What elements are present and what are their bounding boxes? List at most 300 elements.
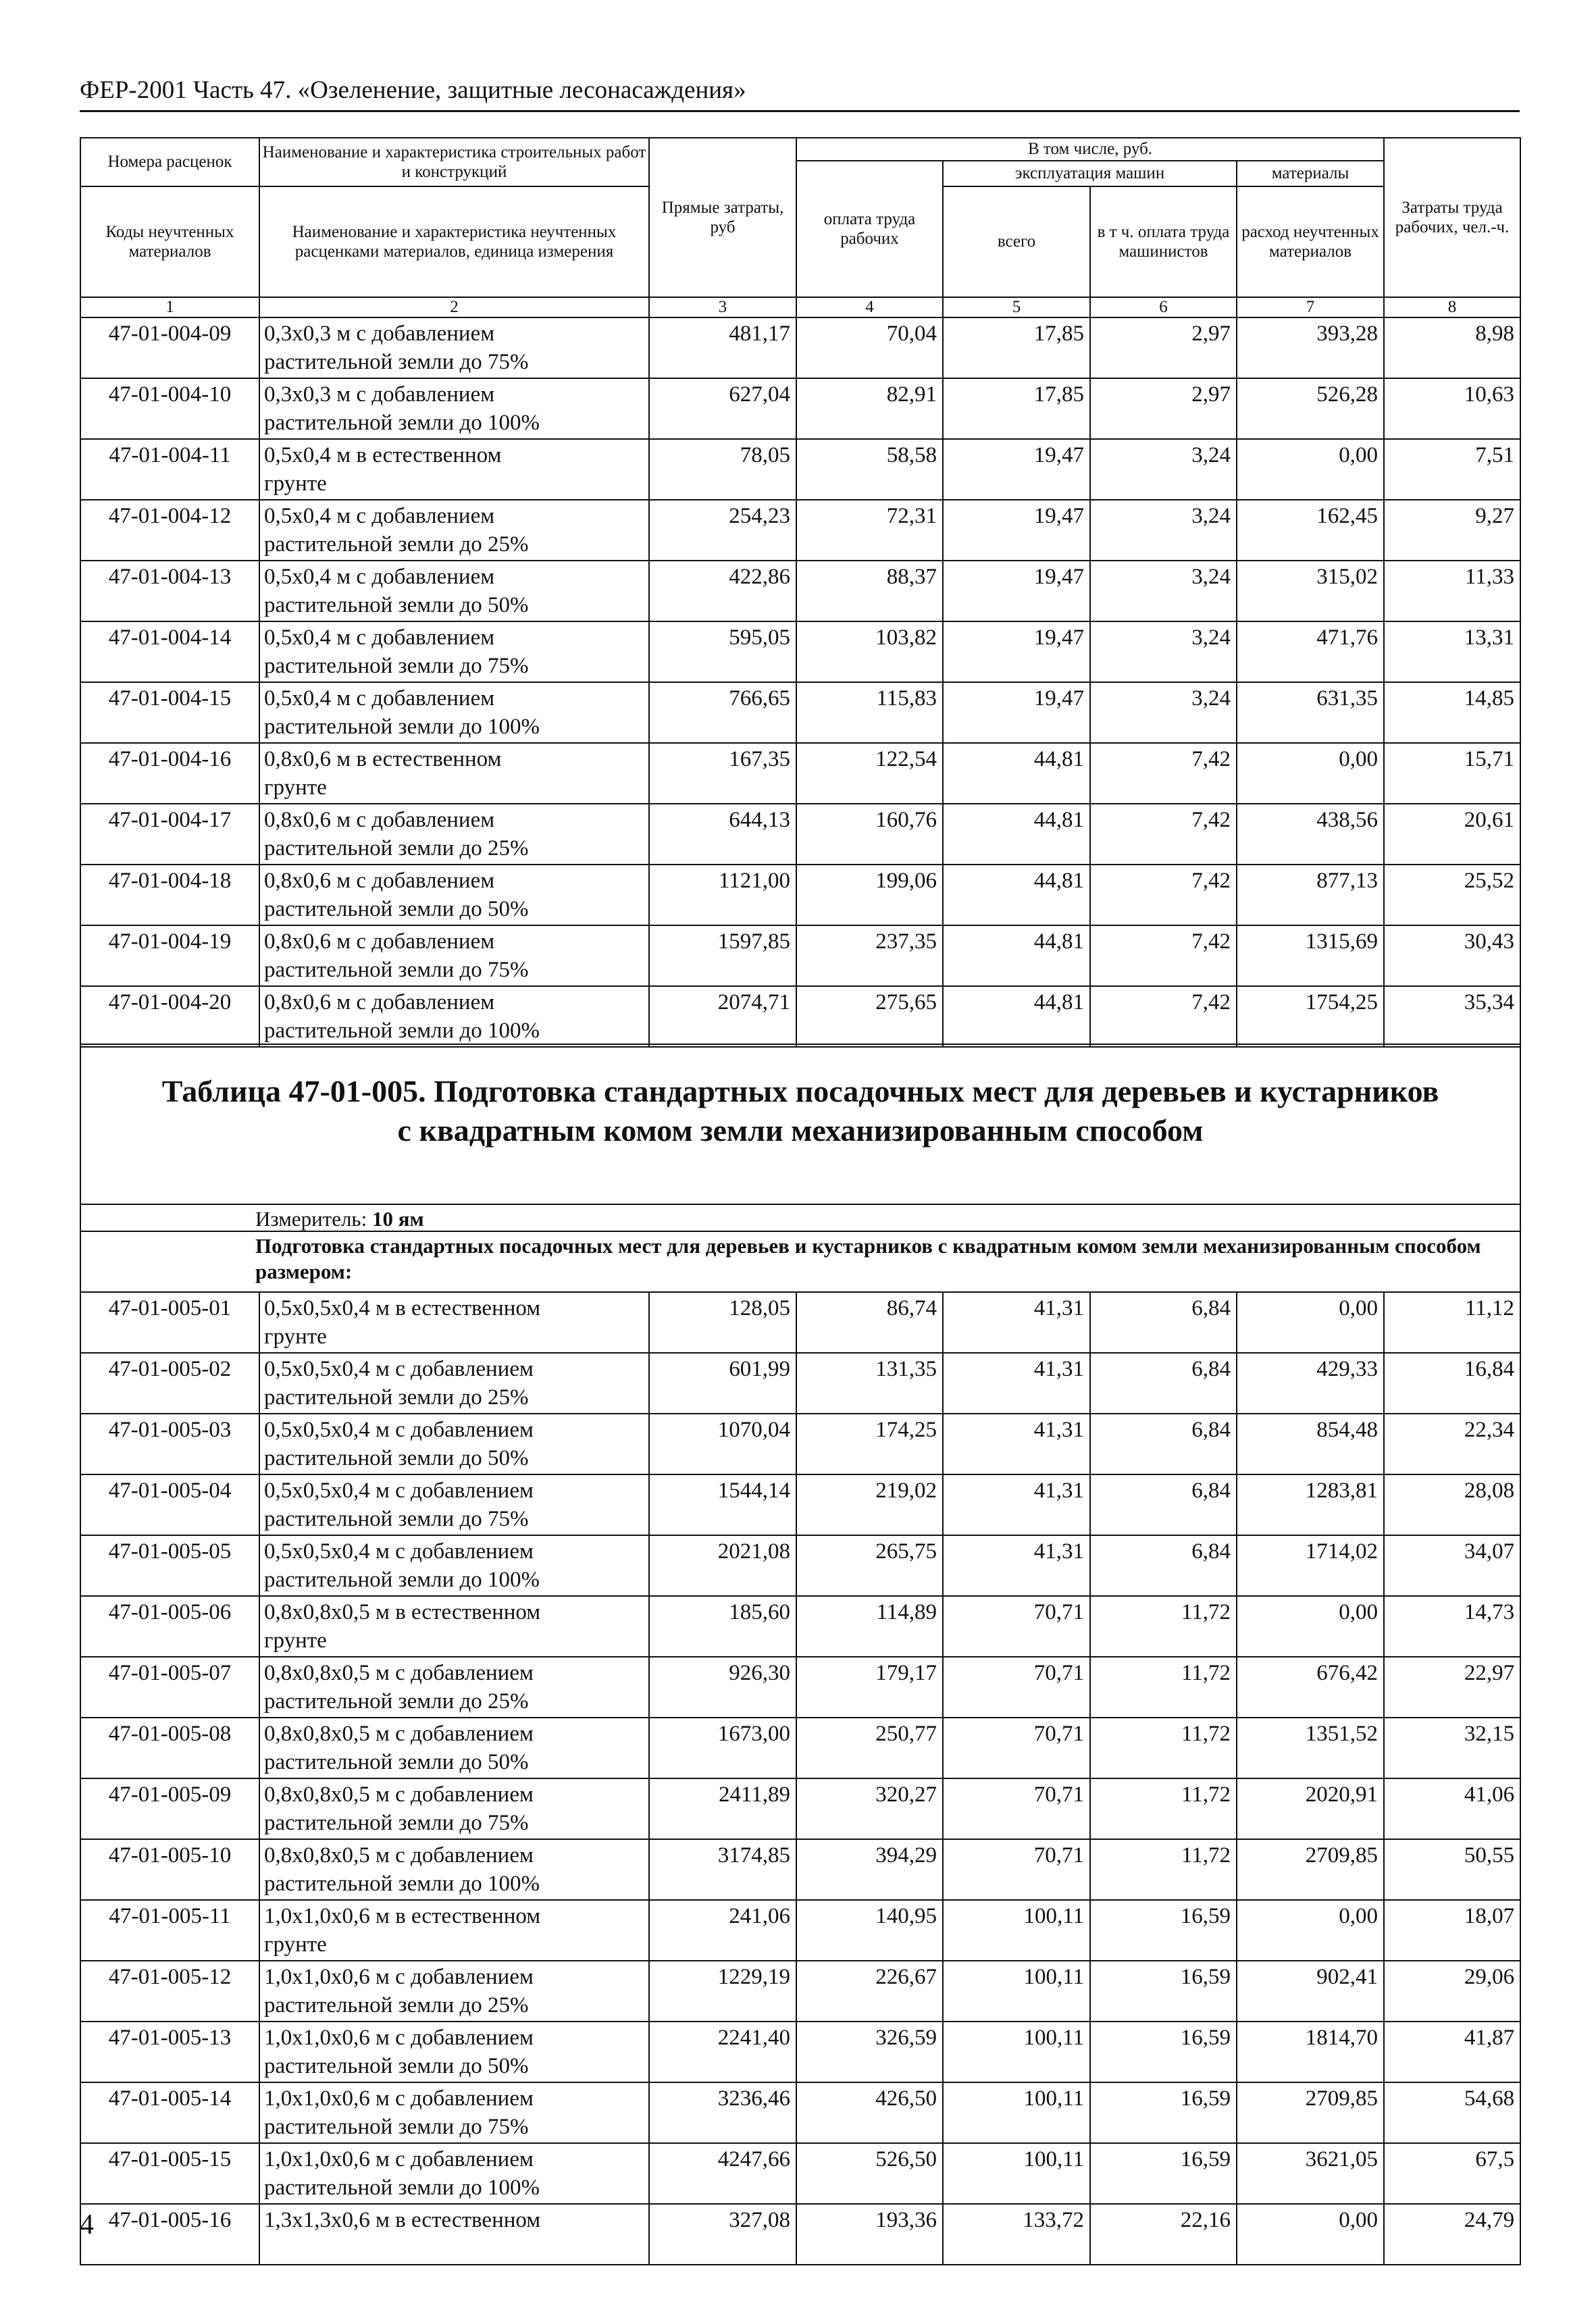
worker-pay-value: 115,83 <box>796 682 943 743</box>
labor-costs-value: 41,87 <box>1384 2022 1520 2082</box>
worker-pay-value: 526,50 <box>796 2143 943 2204</box>
work-description-line-1: 0,3x0,3 м с добавлением <box>264 322 495 346</box>
rate-code: 47-01-005-06 <box>80 1596 259 1657</box>
work-description-line-1: 0,8x0,8x0,5 м с добавлением <box>264 1722 534 1746</box>
direct-costs-value: 167,35 <box>649 743 796 804</box>
worker-pay-value: 237,35 <box>796 925 943 986</box>
rate-code: 47-01-004-18 <box>80 865 259 925</box>
work-description-line-1: 0,5x0,4 м с добавлением <box>264 686 495 711</box>
header-machine-operation: эксплуатация машин <box>943 161 1237 186</box>
material-use-value: 0,00 <box>1237 439 1384 500</box>
work-description-line-2: растительной земли до 100% <box>264 1872 540 1896</box>
rate-code: 47-01-005-11 <box>80 1900 259 1961</box>
header-material-name: Наименование и характеристика неучтенных расценками материалов, единица измерения <box>259 186 649 297</box>
work-description-line-2: растительной земли до 100% <box>264 1568 540 1592</box>
header-rule <box>80 110 1520 112</box>
material-use-value: 854,48 <box>1237 1414 1384 1474</box>
labor-costs-value: 28,08 <box>1384 1474 1520 1535</box>
work-description-line-1: 0,8x0,8x0,5 м с добавлением <box>264 1843 534 1868</box>
machines-total-value: 19,47 <box>943 500 1090 561</box>
worker-pay-value: 179,17 <box>796 1657 943 1718</box>
header-rate-numbers: Номера расценок <box>80 138 259 186</box>
operator-pay-value: 11,72 <box>1090 1839 1237 1900</box>
table-title-line-2: с квадратным комом земли механизированным способом <box>397 1113 1204 1148</box>
work-description <box>259 804 649 865</box>
rate-code: 47-01-004-15 <box>80 682 259 743</box>
labor-costs-value: 16,84 <box>1384 1353 1520 1414</box>
labor-costs-value: 29,06 <box>1384 1961 1520 2022</box>
table-row <box>80 1657 1520 1718</box>
work-description-line-1: 0,8x0,8x0,5 м с добавлением <box>264 1782 534 1807</box>
operator-pay-value: 6,84 <box>1090 1292 1237 1353</box>
machines-total-value: 44,81 <box>943 986 1090 1047</box>
direct-costs-value: 926,30 <box>649 1657 796 1718</box>
machines-total-value: 44,81 <box>943 743 1090 804</box>
work-description-line-1: 0,5x0,4 м с добавлением <box>264 504 495 528</box>
work-description <box>259 378 649 439</box>
material-use-value: 0,00 <box>1237 743 1384 804</box>
machines-total-value: 70,71 <box>943 1657 1090 1718</box>
operator-pay-value: 6,84 <box>1090 1535 1237 1596</box>
material-use-value: 3621,05 <box>1237 2143 1384 2204</box>
work-description-line-1: 1,3x1,3x0,6 м в естественном <box>264 2208 541 2232</box>
material-use-value: 526,28 <box>1237 378 1384 439</box>
operator-pay-value: 3,24 <box>1090 439 1237 500</box>
work-description <box>259 1353 649 1414</box>
direct-costs-value: 2241,40 <box>649 2022 796 2082</box>
work-description <box>259 1474 649 1535</box>
operator-pay-value: 16,59 <box>1090 1961 1237 2022</box>
price-table-004 <box>80 137 1521 1048</box>
material-use-value: 902,41 <box>1237 1961 1384 2022</box>
work-description <box>259 1292 649 1353</box>
table-row <box>80 1839 1520 1900</box>
work-description <box>259 2143 649 2204</box>
work-description-line-2: грунте <box>264 1325 327 1349</box>
machines-total-value: 41,31 <box>943 1414 1090 1474</box>
work-description-line-2: растительной земли до 100% <box>264 411 540 435</box>
column-number: 2 <box>259 297 649 317</box>
machines-total-value: 41,31 <box>943 1535 1090 1596</box>
work-description-line-1: 0,5x0,4 м с добавлением <box>264 625 495 650</box>
worker-pay-value: 88,37 <box>796 561 943 621</box>
column-number: 5 <box>943 297 1090 317</box>
direct-costs-value: 2021,08 <box>649 1535 796 1596</box>
work-description-line-1: 0,5x0,5x0,4 м с добавлением <box>264 1357 534 1381</box>
worker-pay-value: 82,91 <box>796 378 943 439</box>
table-title-line-1: Таблица 47-01-005. Подготовка стандартных посадочных мест для деревьев и кустарников <box>161 1074 1439 1108</box>
rate-code: 47-01-005-08 <box>80 1718 259 1778</box>
direct-costs-value: 128,05 <box>649 1292 796 1353</box>
work-description <box>259 561 649 621</box>
labor-costs-value: 67,5 <box>1384 2143 1520 2204</box>
direct-costs-value: 185,60 <box>649 1596 796 1657</box>
material-use-value: 315,02 <box>1237 561 1384 621</box>
table-row <box>80 1596 1520 1657</box>
operator-pay-value: 11,72 <box>1090 1778 1237 1839</box>
machines-total-value: 100,11 <box>943 2143 1090 2204</box>
worker-pay-value: 320,27 <box>796 1778 943 1839</box>
direct-costs-value: 1229,19 <box>649 1961 796 2022</box>
labor-costs-value: 34,07 <box>1384 1535 1520 1596</box>
operator-pay-value: 16,59 <box>1090 2082 1237 2143</box>
worker-pay-value: 103,82 <box>796 621 943 682</box>
direct-costs-value: 327,08 <box>649 2204 796 2265</box>
labor-costs-value: 8,98 <box>1384 317 1520 378</box>
operator-pay-value: 22,16 <box>1090 2204 1237 2265</box>
direct-costs-value: 78,05 <box>649 439 796 500</box>
work-description-line-1: 0,5x0,5x0,4 м с добавлением <box>264 1418 534 1442</box>
rate-code: 47-01-004-11 <box>80 439 259 500</box>
rate-code: 47-01-005-03 <box>80 1414 259 1474</box>
direct-costs-value: 422,86 <box>649 561 796 621</box>
work-description-line-2: грунте <box>264 1628 327 1653</box>
table-row <box>80 1353 1520 1414</box>
labor-costs-value: 10,63 <box>1384 378 1520 439</box>
rate-code: 47-01-004-16 <box>80 743 259 804</box>
page-header: ФЕР-2001 Часть 47. «Озеленение, защитные лесонасаждения» <box>80 76 746 104</box>
worker-pay-value: 219,02 <box>796 1474 943 1535</box>
rate-code: 47-01-005-05 <box>80 1535 259 1596</box>
measure-value: 10 ям <box>371 1207 424 1231</box>
direct-costs-value: 1597,85 <box>649 925 796 986</box>
table-row <box>80 2022 1520 2082</box>
machines-total-value: 44,81 <box>943 865 1090 925</box>
direct-costs-value: 3174,85 <box>649 1839 796 1900</box>
worker-pay-value: 114,89 <box>796 1596 943 1657</box>
table-row <box>80 378 1520 439</box>
work-description-line-2: растительной земли до 75% <box>264 654 529 678</box>
work-description <box>259 2204 649 2265</box>
machines-total-value: 100,11 <box>943 1961 1090 2022</box>
work-description-line-2: растительной земли до 50% <box>264 1750 529 1774</box>
rate-code: 47-01-004-17 <box>80 804 259 865</box>
operator-pay-value: 11,72 <box>1090 1718 1237 1778</box>
table-row <box>80 1474 1520 1535</box>
direct-costs-value: 1673,00 <box>649 1718 796 1778</box>
direct-costs-value: 241,06 <box>649 1900 796 1961</box>
work-description-line-2: растительной земли до 75% <box>264 1507 529 1531</box>
labor-costs-value: 7,51 <box>1384 439 1520 500</box>
work-description-line-1: 0,8x0,6 м с добавлением <box>264 929 495 954</box>
material-use-value: 162,45 <box>1237 500 1384 561</box>
direct-costs-value: 595,05 <box>649 621 796 682</box>
material-use-value: 393,28 <box>1237 317 1384 378</box>
work-description <box>259 2022 649 2082</box>
operator-pay-value: 11,72 <box>1090 1596 1237 1657</box>
table-row <box>80 925 1520 986</box>
machines-total-value: 19,47 <box>943 621 1090 682</box>
work-description-line-1: 1,0x1,0x0,6 м с добавлением <box>264 2147 534 2171</box>
operator-pay-value: 2,97 <box>1090 317 1237 378</box>
work-description-line-1: 1,0x1,0x0,6 м с добавлением <box>264 2026 534 2050</box>
work-description <box>259 500 649 561</box>
work-description <box>259 1657 649 1718</box>
column-number: 1 <box>80 297 259 317</box>
rate-code: 47-01-004-09 <box>80 317 259 378</box>
work-description-line-1: 0,8x0,6 м с добавлением <box>264 808 495 832</box>
header-machines-total: всего <box>943 186 1090 297</box>
operator-pay-value: 3,24 <box>1090 561 1237 621</box>
table-row <box>80 2204 1520 2265</box>
material-use-value: 1283,81 <box>1237 1474 1384 1535</box>
machines-total-value: 41,31 <box>943 1292 1090 1353</box>
table-row <box>80 1778 1520 1839</box>
labor-costs-value: 32,15 <box>1384 1718 1520 1778</box>
direct-costs-value: 1544,14 <box>649 1474 796 1535</box>
material-use-value: 877,13 <box>1237 865 1384 925</box>
material-use-value: 631,35 <box>1237 682 1384 743</box>
operator-pay-value: 6,84 <box>1090 1474 1237 1535</box>
work-description-line-2: растительной земли до 100% <box>264 715 540 739</box>
direct-costs-value: 2074,71 <box>649 986 796 1047</box>
work-description-line-1: 0,5x0,5x0,4 м с добавлением <box>264 1479 534 1503</box>
worker-pay-value: 394,29 <box>796 1839 943 1900</box>
work-description-line-2: растительной земли до 100% <box>264 2176 540 2200</box>
labor-costs-value: 22,34 <box>1384 1414 1520 1474</box>
table-row <box>80 561 1520 621</box>
work-description <box>259 317 649 378</box>
column-number: 7 <box>1237 297 1384 317</box>
work-description <box>259 1839 649 1900</box>
work-description-line-2: растительной земли до 75% <box>264 2115 529 2139</box>
material-use-value: 0,00 <box>1237 2204 1384 2265</box>
material-use-value: 1754,25 <box>1237 986 1384 1047</box>
work-description-line-2: растительной земли до 100% <box>264 1019 540 1043</box>
work-description-line-2: растительной земли до 25% <box>264 836 529 860</box>
work-description-line-1: 0,8x0,6 м в естественном <box>264 747 502 771</box>
labor-costs-value: 41,06 <box>1384 1778 1520 1839</box>
worker-pay-value: 140,95 <box>796 1900 943 1961</box>
work-description-line-2: растительной земли до 50% <box>264 2054 529 2078</box>
work-description-line-2: растительной земли до 25% <box>264 1689 529 1714</box>
direct-costs-value: 481,17 <box>649 317 796 378</box>
operator-pay-value: 6,84 <box>1090 1414 1237 1474</box>
work-description <box>259 1900 649 1961</box>
operator-pay-value: 3,24 <box>1090 682 1237 743</box>
material-use-value: 0,00 <box>1237 1292 1384 1353</box>
operator-pay-value: 7,42 <box>1090 804 1237 865</box>
worker-pay-value: 58,58 <box>796 439 943 500</box>
column-number: 3 <box>649 297 796 317</box>
table-row <box>80 743 1520 804</box>
machines-total-value: 70,71 <box>943 1596 1090 1657</box>
work-description <box>259 925 649 986</box>
work-description-line-2: грунте <box>264 775 327 800</box>
labor-costs-value: 11,33 <box>1384 561 1520 621</box>
machines-total-value: 41,31 <box>943 1353 1090 1414</box>
rate-code: 47-01-005-10 <box>80 1839 259 1900</box>
direct-costs-value: 627,04 <box>649 378 796 439</box>
machines-total-value: 17,85 <box>943 317 1090 378</box>
labor-costs-value: 35,34 <box>1384 986 1520 1047</box>
work-description-line-2: растительной земли до 50% <box>264 897 529 921</box>
column-number-row <box>80 297 1520 317</box>
rate-code: 47-01-005-12 <box>80 1961 259 2022</box>
work-description-line-2: растительной земли до 50% <box>264 1446 529 1470</box>
worker-pay-value: 250,77 <box>796 1718 943 1778</box>
work-description <box>259 1961 649 2022</box>
machines-total-value: 17,85 <box>943 378 1090 439</box>
machines-total-value: 100,11 <box>943 1900 1090 1961</box>
work-description-line-2: растительной земли до 75% <box>264 1811 529 1835</box>
machines-total-value: 100,11 <box>943 2082 1090 2143</box>
table-row <box>80 986 1520 1047</box>
table-title <box>80 1044 1520 1204</box>
work-description-line-1: 1,0x1,0x0,6 м в естественном <box>264 1904 541 1928</box>
operator-pay-value: 7,42 <box>1090 925 1237 986</box>
work-description <box>259 1778 649 1839</box>
column-number: 4 <box>796 297 943 317</box>
worker-pay-value: 326,59 <box>796 2022 943 2082</box>
machines-total-value: 41,31 <box>943 1474 1090 1535</box>
work-description <box>259 1414 649 1474</box>
operator-pay-value: 3,24 <box>1090 500 1237 561</box>
table-row <box>80 500 1520 561</box>
work-description-line-1: 0,5x0,5x0,4 м с добавлением <box>264 1539 534 1564</box>
material-use-value: 1315,69 <box>1237 925 1384 986</box>
labor-costs-value: 20,61 <box>1384 804 1520 865</box>
machines-total-value: 44,81 <box>943 925 1090 986</box>
column-number: 8 <box>1384 297 1520 317</box>
table-row <box>80 1292 1520 1353</box>
work-description-line-1: 0,5x0,4 м с добавлением <box>264 565 495 589</box>
rate-code: 47-01-005-07 <box>80 1657 259 1718</box>
material-use-value: 471,76 <box>1237 621 1384 682</box>
work-description-line-1: 0,8x0,8x0,5 м с добавлением <box>264 1661 534 1685</box>
table-row <box>80 1900 1520 1961</box>
material-use-value: 1714,02 <box>1237 1535 1384 1596</box>
work-description <box>259 1718 649 1778</box>
machines-total-value: 100,11 <box>943 2022 1090 2082</box>
work-description-line-2: растительной земли до 75% <box>264 350 529 374</box>
work-description-line-1: 0,5x0,4 м в естественном <box>264 443 502 467</box>
material-use-value: 438,56 <box>1237 804 1384 865</box>
work-description-line-2: грунте <box>264 471 327 496</box>
labor-costs-value: 25,52 <box>1384 865 1520 925</box>
worker-pay-value: 426,50 <box>796 2082 943 2143</box>
work-description-line-1: 1,0x1,0x0,6 м с добавлением <box>264 1965 534 1989</box>
work-description <box>259 986 649 1047</box>
material-use-value: 2709,85 <box>1237 2082 1384 2143</box>
rate-code: 47-01-004-19 <box>80 925 259 986</box>
labor-costs-value: 24,79 <box>1384 2204 1520 2265</box>
work-description-line-1: 0,8x0,8x0,5 м в естественном <box>264 1600 541 1624</box>
header-material-codes: Коды неучтенных материалов <box>80 186 259 297</box>
work-description <box>259 1535 649 1596</box>
machines-total-value: 70,71 <box>943 1839 1090 1900</box>
rate-code: 47-01-005-15 <box>80 2143 259 2204</box>
header-worker-pay: оплата труда рабочих <box>796 161 943 297</box>
direct-costs-value: 766,65 <box>649 682 796 743</box>
worker-pay-value: 70,04 <box>796 317 943 378</box>
work-description <box>259 743 649 804</box>
column-number: 6 <box>1090 297 1237 317</box>
rate-code: 47-01-005-13 <box>80 2022 259 2082</box>
operator-pay-value: 7,42 <box>1090 865 1237 925</box>
operator-pay-value: 2,97 <box>1090 378 1237 439</box>
header-work-name: Наименование и характеристика строительных работ и конструкций <box>259 138 649 186</box>
worker-pay-value: 275,65 <box>796 986 943 1047</box>
rate-code: 47-01-005-09 <box>80 1778 259 1839</box>
material-use-value: 0,00 <box>1237 1900 1384 1961</box>
table-row <box>80 2082 1520 2143</box>
table-row <box>80 1718 1520 1778</box>
table-row <box>80 1961 1520 2022</box>
worker-pay-value: 265,75 <box>796 1535 943 1596</box>
work-description-line-1: 0,5x0,5x0,4 м в естественном <box>264 1296 541 1320</box>
rate-code: 47-01-004-10 <box>80 378 259 439</box>
machines-total-value: 70,71 <box>943 1778 1090 1839</box>
material-use-value: 1351,52 <box>1237 1718 1384 1778</box>
labor-costs-value: 22,97 <box>1384 1657 1520 1718</box>
labor-costs-value: 13,31 <box>1384 621 1520 682</box>
rate-code: 47-01-004-12 <box>80 500 259 561</box>
rate-code: 47-01-005-16 <box>80 2204 259 2265</box>
work-description <box>259 1596 649 1657</box>
work-description <box>259 439 649 500</box>
work-description-line-2: растительной земли до 25% <box>264 1385 529 1410</box>
price-table-005 <box>80 1044 1521 2265</box>
direct-costs-value: 2411,89 <box>649 1778 796 1839</box>
work-description-line-2: грунте <box>264 1932 327 1957</box>
direct-costs-value: 3236,46 <box>649 2082 796 2143</box>
worker-pay-value: 193,36 <box>796 2204 943 2265</box>
worker-pay-value: 86,74 <box>796 1292 943 1353</box>
work-description-line-1: 0,8x0,6 м с добавлением <box>264 869 495 893</box>
rate-code: 47-01-004-13 <box>80 561 259 621</box>
labor-costs-value: 11,12 <box>1384 1292 1520 1353</box>
worker-pay-value: 199,06 <box>796 865 943 925</box>
labor-costs-value: 50,55 <box>1384 1839 1520 1900</box>
header-operator-pay: в т ч. оплата труда машинистов <box>1090 186 1237 297</box>
header-materials: материалы <box>1237 161 1384 186</box>
work-description-line-2: растительной земли до 25% <box>264 532 529 557</box>
operator-pay-value: 7,42 <box>1090 986 1237 1047</box>
machines-total-value: 70,71 <box>943 1718 1090 1778</box>
page-number: 4 <box>80 2209 94 2240</box>
worker-pay-value: 174,25 <box>796 1414 943 1474</box>
worker-pay-value: 160,76 <box>796 804 943 865</box>
work-description <box>259 682 649 743</box>
material-use-value: 676,42 <box>1237 1657 1384 1718</box>
operator-pay-value: 11,72 <box>1090 1657 1237 1718</box>
table-row <box>80 621 1520 682</box>
table-row <box>80 1414 1520 1474</box>
worker-pay-value: 122,54 <box>796 743 943 804</box>
table-row <box>80 682 1520 743</box>
material-use-value: 2709,85 <box>1237 1839 1384 1900</box>
direct-costs-value: 1121,00 <box>649 865 796 925</box>
rate-code: 47-01-005-04 <box>80 1474 259 1535</box>
labor-costs-value: 14,73 <box>1384 1596 1520 1657</box>
direct-costs-value: 254,23 <box>649 500 796 561</box>
group-heading: Подготовка стандартных посадочных мест для деревьев и кустарников с квадратным комом земли механизированным способом размером: <box>80 1231 1520 1292</box>
machines-total-value: 19,47 <box>943 682 1090 743</box>
table-row <box>80 317 1520 378</box>
material-use-value: 1814,70 <box>1237 2022 1384 2082</box>
material-use-value: 0,00 <box>1237 1596 1384 1657</box>
labor-costs-value: 30,43 <box>1384 925 1520 986</box>
operator-pay-value: 16,59 <box>1090 1900 1237 1961</box>
measure-unit <box>80 1204 1520 1231</box>
header-labor-costs: Затраты труда рабочих, чел.-ч. <box>1384 138 1520 297</box>
worker-pay-value: 72,31 <box>796 500 943 561</box>
operator-pay-value: 16,59 <box>1090 2143 1237 2204</box>
header-material-use: расход неучтенных материалов <box>1237 186 1384 297</box>
worker-pay-value: 131,35 <box>796 1353 943 1414</box>
rate-code: 47-01-005-14 <box>80 2082 259 2143</box>
